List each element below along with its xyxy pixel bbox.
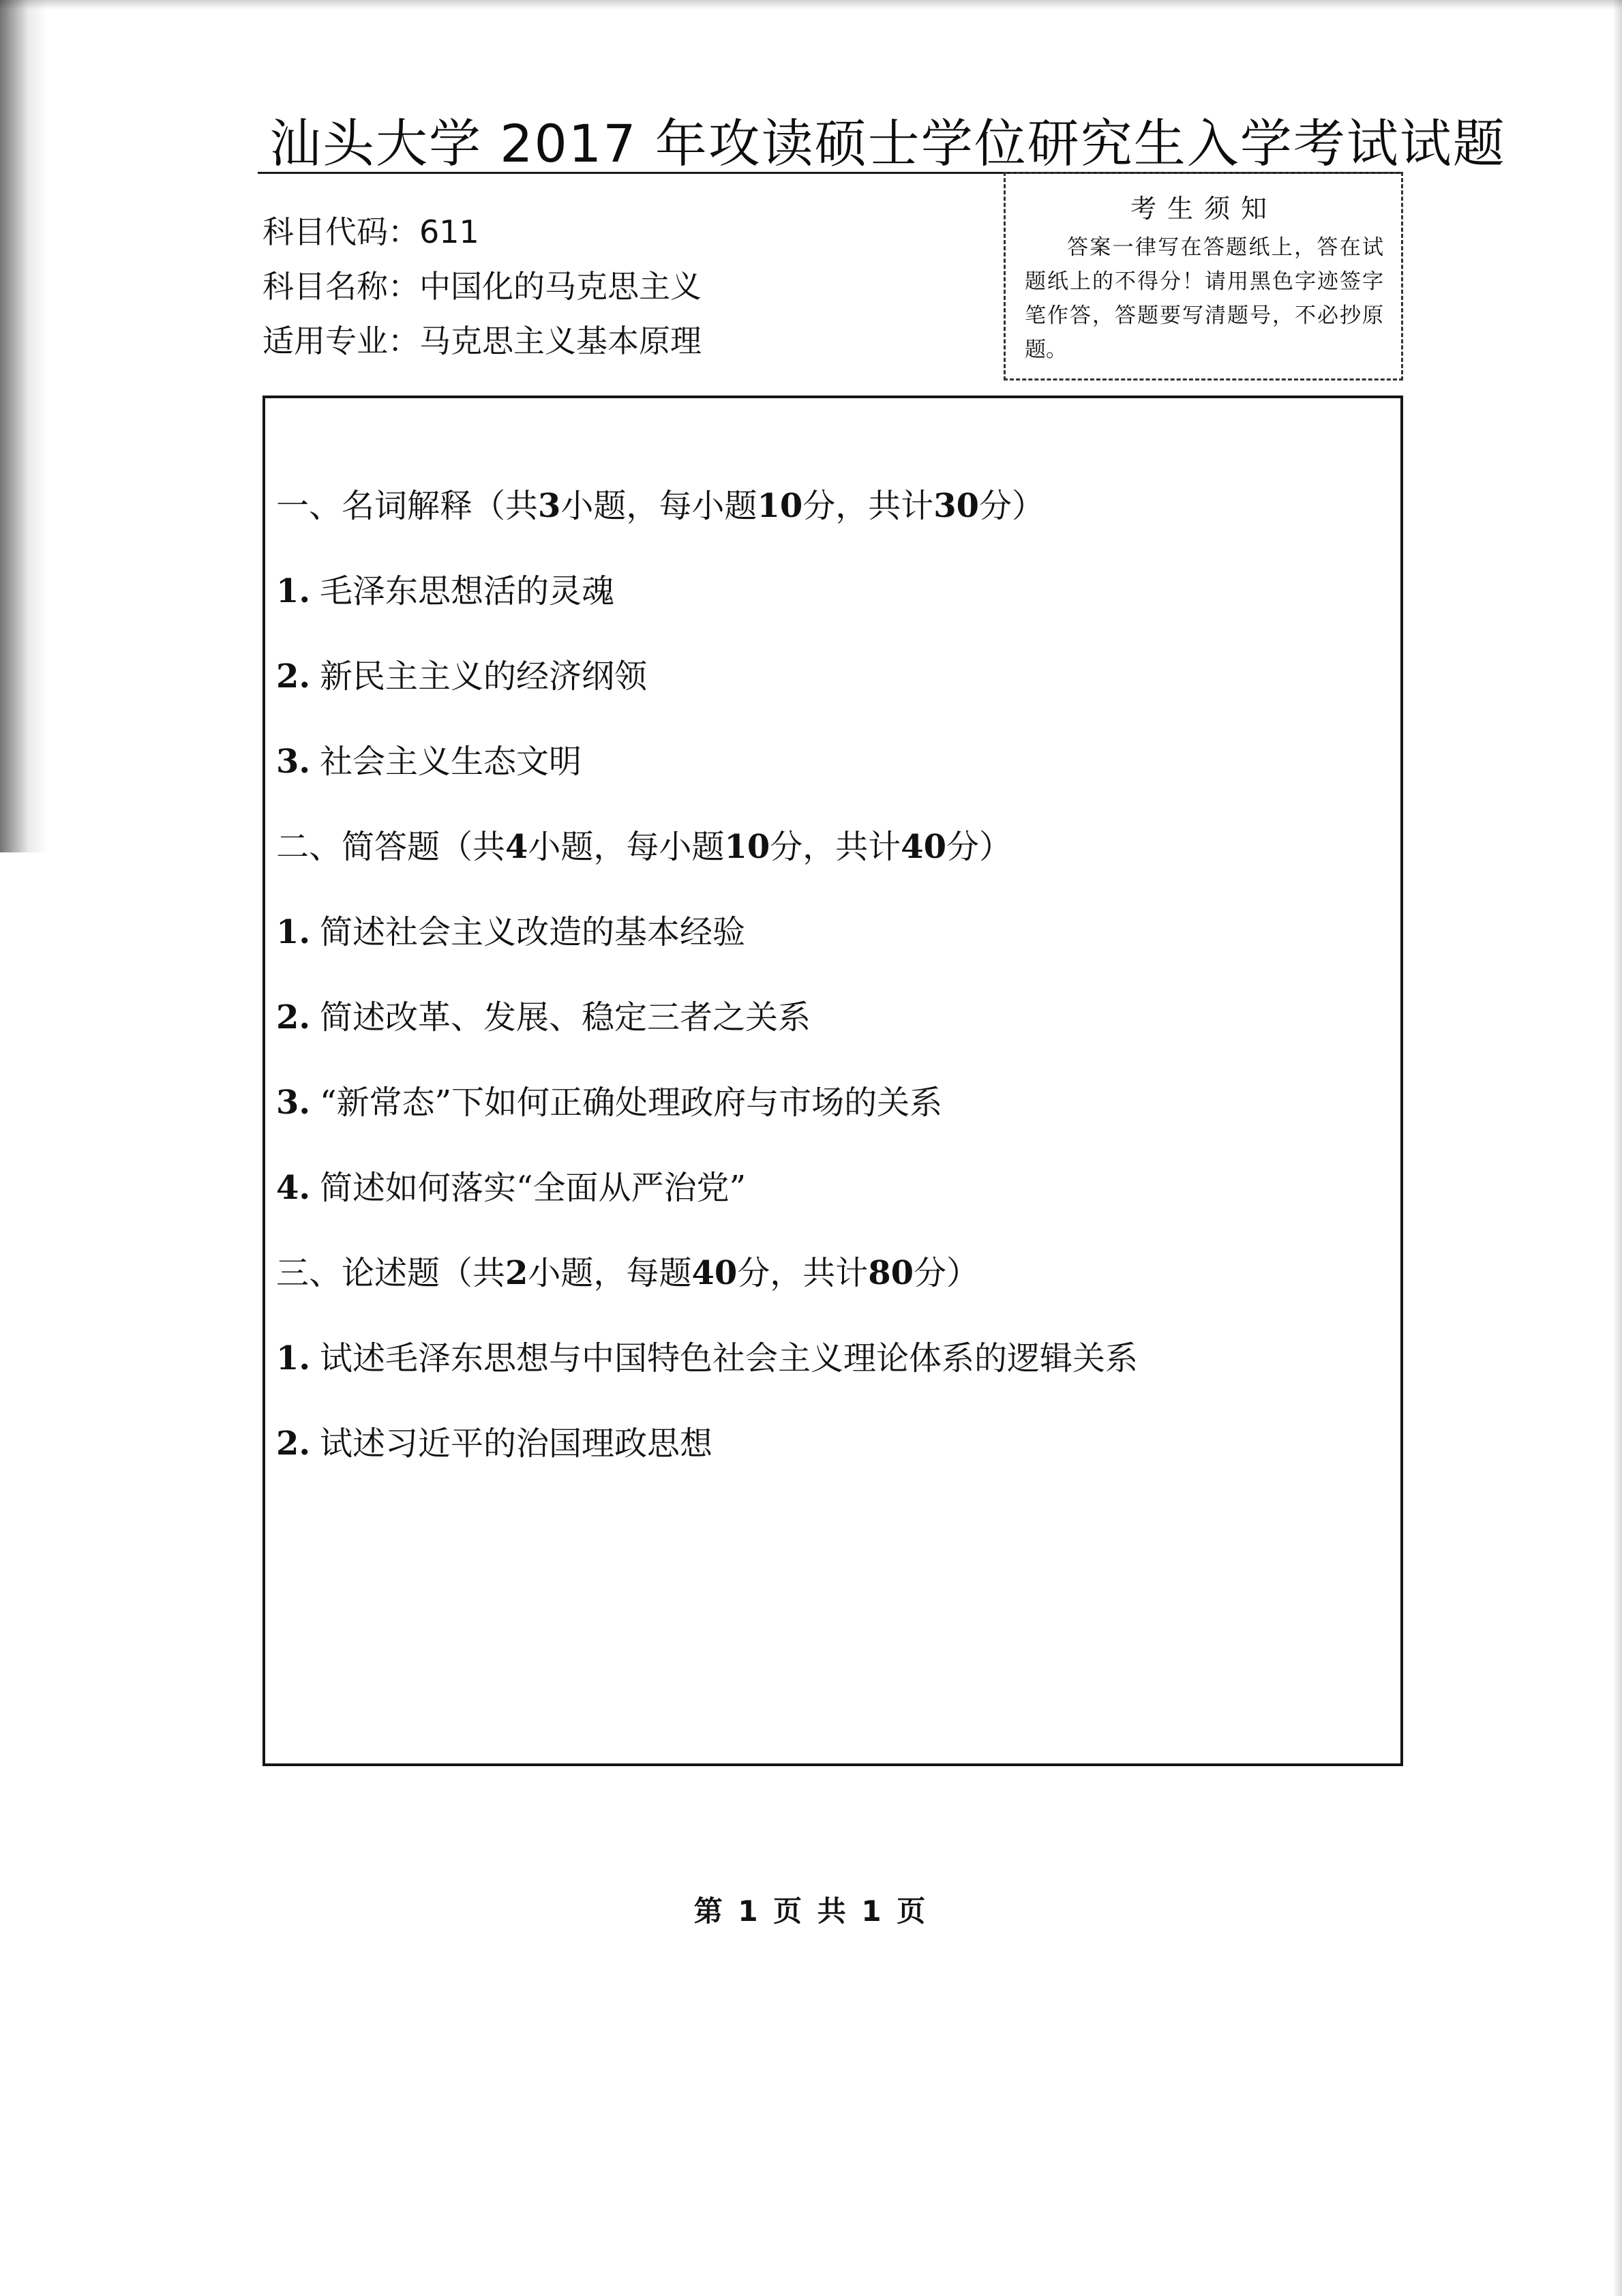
section-heading-mid: 小题，每小题 — [560, 487, 757, 525]
question-item — [276, 1316, 1381, 1401]
question-item — [276, 1060, 1381, 1146]
question-item — [276, 890, 1381, 975]
question-text: 毛泽东思想活的灵魂 — [320, 572, 615, 610]
question-text: 社会主义生态文明 — [320, 743, 582, 781]
question-item — [276, 634, 1381, 719]
section-per-score: 10 — [757, 487, 803, 525]
section-per-score: 10 — [724, 828, 770, 866]
question-number: 2. — [276, 1425, 311, 1463]
question-number: 1. — [276, 913, 311, 951]
section-heading-suffix: 分） — [946, 828, 1012, 866]
question-item — [276, 549, 1381, 634]
major: 马克思主义基本原理 — [419, 323, 702, 359]
subject-name-label: 科目名称： — [262, 268, 419, 305]
section-heading-prefix: 一、名词解释（共 — [276, 487, 539, 525]
section-total-score: 40 — [901, 828, 947, 866]
subject-code-label: 科目代码： — [262, 213, 419, 250]
major-label: 适用专业： — [262, 323, 419, 359]
subject-name: 中国化的马克思主义 — [419, 268, 702, 305]
section-total-score: 30 — [933, 487, 980, 525]
section-question-count: 4 — [505, 828, 528, 866]
question-number: 2. — [276, 657, 311, 696]
notice-title: 考生须知 — [1130, 194, 1278, 224]
question-number: 2. — [276, 998, 311, 1037]
question-text: 简述改革、发展、稳定三者之关系 — [320, 998, 811, 1037]
question-list — [276, 464, 1381, 1487]
section-heading-1 — [276, 464, 1381, 549]
question-text: 简述如何落实“全面从严治党” — [320, 1169, 747, 1207]
section-question-count: 2 — [505, 1254, 528, 1292]
question-text: 新民主主义的经济纲领 — [320, 657, 648, 696]
candidate-notice-box — [1004, 172, 1403, 381]
page-number-footer: 第 1 页 共 1 页 — [693, 1894, 929, 1928]
subject-code-row — [262, 205, 702, 259]
question-item — [276, 1146, 1381, 1231]
question-number: 1. — [276, 572, 311, 610]
question-number: 3. — [276, 743, 311, 781]
subject-code: 611 — [419, 213, 479, 250]
section-heading-mid: 分，共计 — [770, 828, 901, 866]
section-per-score: 40 — [691, 1254, 738, 1292]
section-heading-prefix: 三、论述题（共 — [276, 1254, 506, 1292]
question-item — [276, 719, 1381, 805]
scan-shadow-left — [0, 0, 48, 852]
section-heading-3 — [276, 1231, 1381, 1316]
section-question-count: 3 — [538, 487, 561, 525]
section-heading-mid: 小题，每小题 — [528, 828, 725, 866]
question-text: 简述社会主义改造的基本经验 — [320, 913, 746, 951]
section-heading-mid: 小题，每题 — [528, 1254, 692, 1292]
section-heading-suffix: 分） — [979, 487, 1045, 525]
section-heading-prefix: 二、简答题（共 — [276, 828, 506, 866]
question-number: 3. — [276, 1084, 311, 1122]
question-item — [276, 1401, 1381, 1487]
question-text: 试述毛泽东思想与中国特色社会主义理论体系的逻辑关系 — [320, 1339, 1139, 1377]
major-row — [262, 314, 702, 368]
section-heading-mid: 分，共计 — [737, 1254, 869, 1292]
question-text: 试述习近平的治国理政思想 — [320, 1425, 713, 1463]
section-heading-2 — [276, 805, 1381, 890]
question-number: 1. — [276, 1339, 311, 1377]
exam-title: 汕头大学 2017 年攻读硕士学位研究生入学考试试题 — [269, 113, 1506, 174]
section-heading-suffix: 分） — [914, 1254, 980, 1292]
question-item — [276, 975, 1381, 1060]
subject-name-row — [262, 259, 702, 314]
question-text: “新常态”下如何正确处理政府与市场的关系 — [320, 1084, 943, 1122]
section-total-score: 80 — [868, 1254, 914, 1292]
exam-meta — [262, 205, 702, 368]
question-number: 4. — [276, 1169, 311, 1207]
scan-shadow-right — [1612, 0, 1622, 2296]
section-heading-mid: 分，共计 — [802, 487, 934, 525]
notice-text: 答案一律写在答题纸上，答在试题纸上的不得分！请用黑色字迹签字笔作答，答题要写清题号，不必抄原题。 — [1025, 235, 1383, 362]
scan-shadow-top — [0, 0, 1622, 10]
